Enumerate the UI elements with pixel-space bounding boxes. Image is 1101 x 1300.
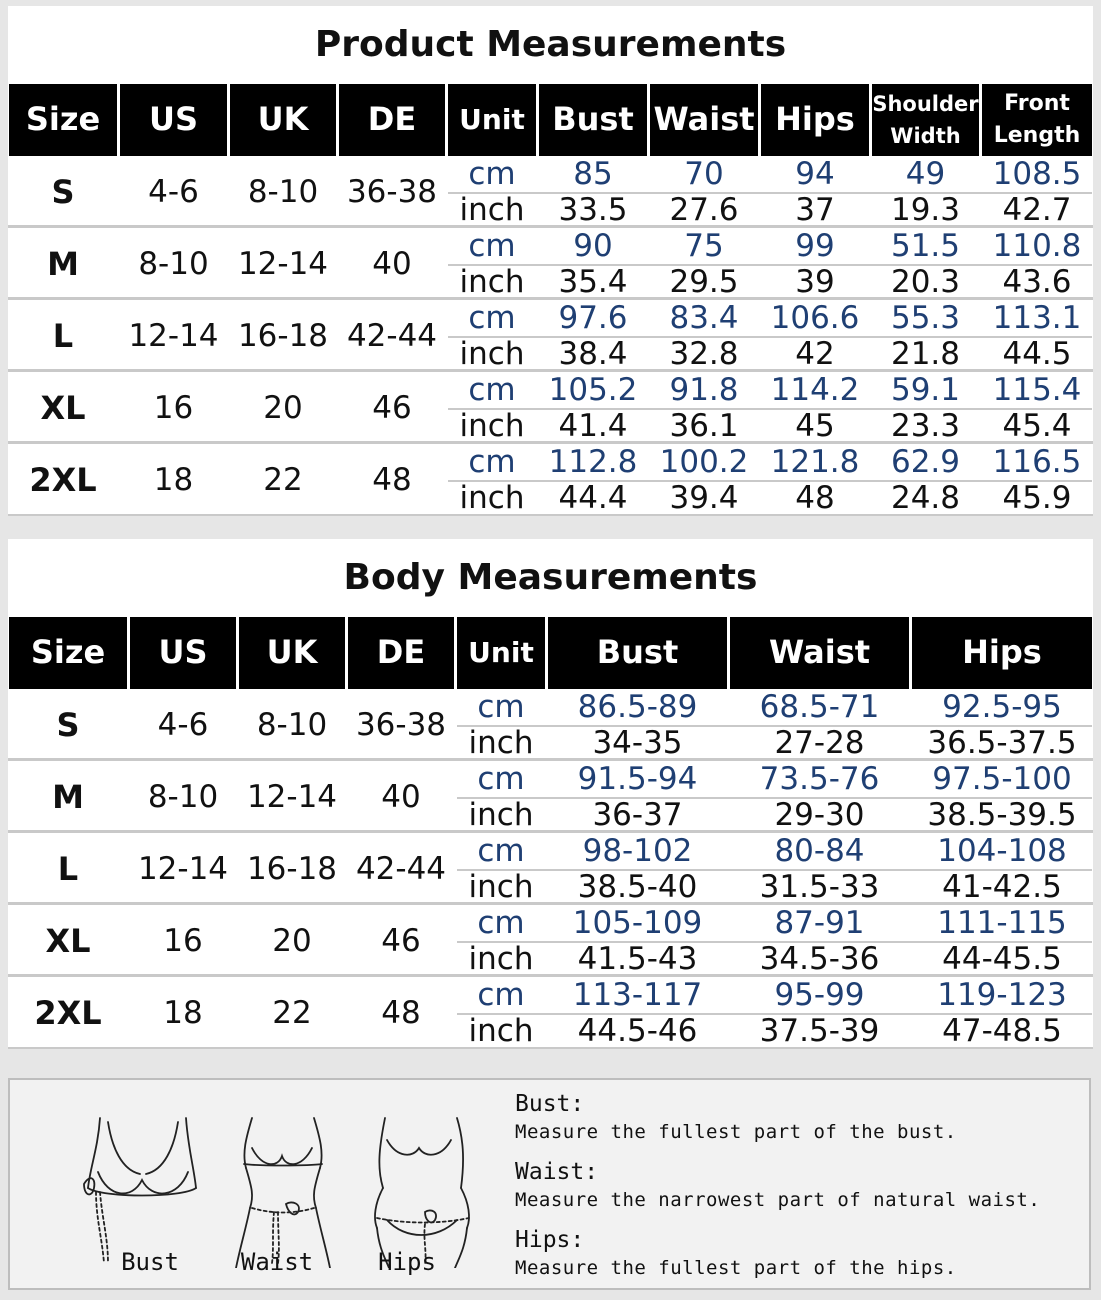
unit-inch-label: inch	[459, 336, 525, 372]
body-table-header	[8, 617, 1093, 689]
product-measurements-panel	[8, 6, 1093, 516]
measurement-cm-value: 91.5-94	[577, 761, 698, 797]
waist-measure-figure-icon	[222, 1108, 342, 1268]
size-label: XL	[40, 389, 86, 427]
body-measurements-panel	[8, 539, 1093, 1048]
measurement-cm-value: 75	[684, 228, 724, 264]
measurement-cm-value: 87-91	[774, 905, 865, 941]
measurement-inch-value: 34-35	[592, 725, 683, 761]
figure-label-bust: Bust	[121, 1248, 179, 1276]
header-uk: UK	[239, 617, 345, 689]
unit-inch-label: inch	[459, 192, 525, 228]
measurement-cm-value: 92.5-95	[942, 689, 1062, 725]
measurement-inch-value: 29-30	[774, 797, 865, 833]
measurement-cm-value: 55.3	[890, 300, 961, 336]
measurement-inch-value: 23.3	[890, 408, 961, 444]
unit-inch-label: inch	[468, 797, 534, 833]
measurement-inch-value: 36-37	[592, 797, 683, 833]
measurement-inch-value: 42	[795, 336, 835, 372]
measurement-cm-value: 97.6	[558, 300, 628, 336]
size-label: M	[47, 245, 79, 283]
measurement-cm-value: 62.9	[890, 444, 961, 480]
measurement-cm-value: 59.1	[890, 372, 961, 408]
measurement-cm-value: 111-115	[937, 905, 1067, 941]
size-row-group	[8, 977, 1093, 1049]
uk-size: 20	[272, 923, 312, 959]
measurement-cm-value: 105.2	[548, 372, 638, 408]
uk-size: 12-14	[237, 246, 329, 282]
header-de: DE	[339, 84, 445, 156]
measurement-inch-value: 36.1	[669, 408, 739, 444]
us-size: 16	[163, 923, 203, 959]
size-row-group	[8, 372, 1093, 444]
size-label: S	[56, 706, 80, 744]
us-size: 12-14	[137, 851, 229, 887]
unit-inch-label: inch	[468, 869, 534, 905]
size-row-group	[8, 689, 1093, 761]
measurement-cm-value: 73.5-76	[759, 761, 880, 797]
measurement-inch-value: 43.6	[1002, 264, 1072, 300]
instruction-text-hips: Measure the fullest part of the hips.	[515, 1257, 957, 1279]
measurement-cm-value: 113.1	[992, 300, 1082, 336]
us-size: 16	[153, 390, 194, 426]
size-label: S	[51, 173, 75, 211]
header-bust: Bust	[548, 617, 727, 689]
de-size: 36-38	[355, 707, 447, 743]
measurement-cm-value: 68.5-71	[759, 689, 880, 725]
product-measurements-title: Product Measurements	[314, 24, 787, 65]
body-measurements-table	[8, 617, 1093, 1049]
size-label: L	[57, 850, 79, 888]
instruction-heading-waist: Waist:	[515, 1159, 599, 1185]
us-size: 8-10	[138, 246, 209, 282]
size-row-group	[8, 156, 1093, 228]
measurement-inch-value: 35.4	[558, 264, 628, 300]
size-row-group	[8, 905, 1093, 977]
measurement-inch-value: 45.9	[1002, 480, 1072, 516]
measurement-inch-value: 38.5-40	[577, 869, 698, 905]
measurement-cm-value: 86.5-89	[577, 689, 698, 725]
measurement-inch-value: 19.3	[890, 192, 961, 228]
de-size: 46	[381, 923, 421, 959]
measurement-cm-value: 83.4	[669, 300, 739, 336]
header-shoulder-width: Shoulder Width	[872, 84, 979, 156]
unit-inch-label: inch	[468, 1013, 534, 1049]
size-label: 2XL	[34, 994, 102, 1032]
measurement-inch-value: 41.4	[558, 408, 628, 444]
product-measurements-table	[8, 84, 1093, 516]
us-size: 4-6	[157, 707, 209, 743]
us-size: 18	[163, 995, 203, 1031]
measurement-cm-value: 95-99	[774, 977, 865, 1013]
header-hips: Hips	[761, 84, 869, 156]
measurement-cm-value: 113-117	[572, 977, 703, 1013]
measurement-cm-value: 49	[905, 156, 946, 192]
measurement-cm-value: 106.6	[770, 300, 860, 336]
measurement-inch-value: 44-45.5	[942, 941, 1062, 977]
uk-size: 20	[263, 390, 303, 426]
measurement-cm-value: 91.8	[669, 372, 739, 408]
bust-measure-figure-icon	[82, 1108, 202, 1268]
measurement-cm-value: 108.5	[992, 156, 1082, 192]
measurement-inch-value: 44.5-46	[577, 1013, 698, 1049]
uk-size: 16-18	[246, 851, 338, 887]
measurement-cm-value: 90	[573, 228, 613, 264]
figure-label-waist: Waist	[240, 1248, 314, 1276]
uk-size: 22	[272, 995, 312, 1031]
unit-cm-label: cm	[468, 228, 516, 264]
measurement-inch-value: 32.8	[669, 336, 739, 372]
de-size: 46	[372, 390, 412, 426]
measurement-cm-value: 85	[573, 156, 613, 192]
measurement-cm-value: 104-108	[937, 833, 1067, 869]
header-size: Size	[9, 84, 117, 156]
measurement-cm-value: 70	[684, 156, 724, 192]
unit-cm-label: cm	[468, 444, 516, 480]
measurement-cm-value: 99	[795, 228, 835, 264]
measurement-cm-value: 121.8	[770, 444, 860, 480]
measurement-inch-value: 39	[795, 264, 835, 300]
measurement-cm-value: 98-102	[582, 833, 693, 869]
measurement-inch-value: 31.5-33	[759, 869, 880, 905]
de-size: 48	[372, 462, 412, 498]
unit-inch-label: inch	[468, 941, 534, 977]
measurement-cm-value: 116.5	[992, 444, 1082, 480]
unit-inch-label: inch	[459, 408, 525, 444]
measurement-inch-value: 45	[795, 408, 835, 444]
uk-size: 8-10	[247, 174, 319, 210]
header-us: US	[120, 84, 227, 156]
measurement-inch-value: 27-28	[774, 725, 865, 761]
header-unit: Unit	[457, 617, 545, 689]
measurement-inch-value: 48	[795, 480, 835, 516]
header-waist: Waist	[650, 84, 758, 156]
unit-inch-label: inch	[468, 725, 534, 761]
measurement-inch-value: 44.4	[558, 480, 628, 516]
size-label: XL	[45, 922, 91, 960]
header-size: Size	[9, 617, 127, 689]
measurement-cm-value: 112.8	[548, 444, 638, 480]
instruction-text-bust: Measure the fullest part of the bust.	[515, 1121, 957, 1143]
measurement-inch-value: 45.4	[1002, 408, 1072, 444]
measuring-instructions	[515, 1090, 1075, 1294]
header-de: DE	[348, 617, 454, 689]
measurement-inch-value: 27.6	[669, 192, 739, 228]
figure-label-hips: Hips	[378, 1248, 436, 1276]
unit-cm-label: cm	[477, 977, 525, 1013]
measurement-cm-value: 114.2	[770, 372, 860, 408]
measurement-inch-value: 36.5-37.5	[927, 725, 1077, 761]
uk-size: 8-10	[256, 707, 328, 743]
instruction-heading-bust: Bust:	[515, 1091, 585, 1117]
de-size: 36-38	[346, 174, 438, 210]
product-table-header	[8, 84, 1093, 156]
measurement-cm-value: 51.5	[890, 228, 961, 264]
measurement-cm-value: 94	[795, 156, 835, 192]
measurement-cm-value: 115.4	[992, 372, 1082, 408]
us-size: 18	[153, 462, 194, 498]
de-size: 40	[381, 779, 421, 815]
measurement-inch-value: 41-42.5	[942, 869, 1062, 905]
header-bust: Bust	[539, 84, 647, 156]
header-uk: UK	[230, 84, 336, 156]
header-front-length: Front Length	[982, 84, 1092, 156]
size-row-group	[8, 761, 1093, 833]
hips-measure-figure-icon	[365, 1108, 485, 1268]
measurement-cm-value: 100.2	[659, 444, 749, 480]
size-label: L	[52, 317, 74, 355]
measurement-cm-value: 119-123	[937, 977, 1067, 1013]
header-unit: Unit	[448, 84, 536, 156]
uk-size: 16-18	[237, 318, 329, 354]
measurement-cm-value: 80-84	[774, 833, 865, 869]
size-row-group	[8, 228, 1093, 300]
measurement-inch-value: 24.8	[890, 480, 961, 516]
measurement-inch-value: 38.5-39.5	[927, 797, 1077, 833]
measurement-inch-value: 42.7	[1002, 192, 1072, 228]
unit-cm-label: cm	[477, 905, 525, 941]
header-us: US	[130, 617, 236, 689]
unit-cm-label: cm	[468, 372, 516, 408]
us-size: 12-14	[128, 318, 219, 354]
uk-size: 22	[263, 462, 303, 498]
measurement-inch-value: 29.5	[669, 264, 739, 300]
size-row-group	[8, 444, 1093, 516]
header-waist: Waist	[730, 617, 909, 689]
measurement-inch-value: 41.5-43	[577, 941, 698, 977]
header-hips: Hips	[912, 617, 1092, 689]
size-label: M	[52, 778, 84, 816]
measurement-inch-value: 39.4	[669, 480, 739, 516]
measurement-inch-value: 47-48.5	[942, 1013, 1062, 1049]
body-measurements-title: Body Measurements	[343, 557, 758, 598]
measurement-cm-value: 97.5-100	[932, 761, 1072, 797]
instruction-heading-hips: Hips:	[515, 1227, 585, 1253]
measuring-guide-panel	[8, 1078, 1091, 1290]
measurement-inch-value: 44.5	[1002, 336, 1072, 372]
measurement-cm-value: 110.8	[992, 228, 1082, 264]
us-size: 8-10	[147, 779, 219, 815]
measurement-inch-value: 34.5-36	[759, 941, 880, 977]
de-size: 40	[372, 246, 412, 282]
de-size: 42-44	[346, 318, 438, 354]
unit-inch-label: inch	[459, 480, 525, 516]
unit-cm-label: cm	[468, 156, 516, 192]
unit-cm-label: cm	[468, 300, 516, 336]
unit-cm-label: cm	[477, 689, 525, 725]
unit-cm-label: cm	[477, 833, 525, 869]
uk-size: 12-14	[246, 779, 338, 815]
de-size: 48	[381, 995, 421, 1031]
measurement-inch-value: 33.5	[558, 192, 628, 228]
instruction-text-waist: Measure the narrowest part of natural waist.	[515, 1189, 1041, 1211]
size-label: 2XL	[29, 461, 97, 499]
measurement-inch-value: 37.5-39	[759, 1013, 880, 1049]
measurement-inch-value: 38.4	[558, 336, 628, 372]
us-size: 4-6	[148, 174, 199, 210]
size-row-group	[8, 833, 1093, 905]
measurement-inch-value: 37	[795, 192, 835, 228]
measurement-inch-value: 21.8	[890, 336, 961, 372]
de-size: 42-44	[355, 851, 447, 887]
measurement-cm-value: 105-109	[572, 905, 703, 941]
size-row-group	[8, 300, 1093, 372]
unit-cm-label: cm	[477, 761, 525, 797]
unit-inch-label: inch	[459, 264, 525, 300]
measurement-inch-value: 20.3	[890, 264, 961, 300]
